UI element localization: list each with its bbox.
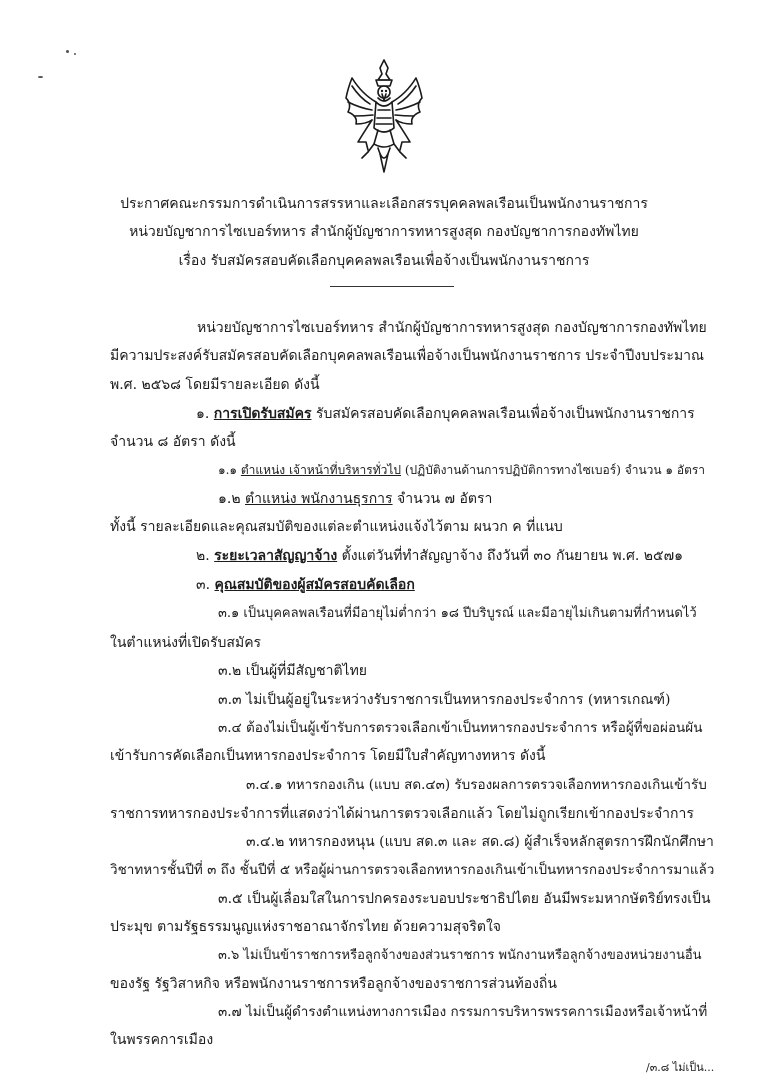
intro-line-2: มีความประสงค์รับสมัครสอบคัดเลือกบุคคลพลเรือนเพื่อจ้างเป็นพนักงานราชการ ประจำปีงบประมาณ [110, 348, 705, 364]
item-3-4-line-2: เข้ารับการคัดเลือกเป็นทหารกองประจำการ โดยมีใบสำคัญทางทหาร ดังนี้ [110, 748, 546, 764]
item-1-2-number: ๑.๒ [218, 491, 241, 507]
item-1-1-text: (ปฏิบัติงานด้านการปฏิบัติการทางไซเบอร์) จำนวน ๑ อัตรา [401, 463, 706, 477]
item-1-1-position: ตำแหน่ง เจ้าหน้าที่บริหารทั่วไป [240, 463, 402, 477]
item-3-7-line-2: ในพรรคการเมือง [110, 1032, 214, 1048]
announcement-title-line-2: หน่วยบัญชาการไซเบอร์ทหาร สำนักผู้บัญชาการทหารสูงสุด กองบัญชาการกองทัพไทย [129, 224, 639, 240]
section-3-title: คุณสมบัติของผู้สมัครสอบคัดเลือก [214, 577, 415, 593]
item-3-4-1-line-1: ๓.๔.๑ ทหารกองเกิน (แบบ สด.๔๓) รับรองผลการตรวจเลือกทหารกองเกินเข้ารับ [246, 777, 707, 793]
item-3-6-line-1: ๓.๖ ไม่เป็นข้าราชการหรือลูกจ้างของส่วนราชการ พนักงานหรือลูกจ้างของหน่วยงานอื่น [218, 948, 702, 963]
item-3-5-line-2: ประมุข ตามรัฐธรรมนูญแห่งราชอาณาจักรไทย ด้วยความสุจริตใจ [110, 919, 501, 935]
scan-speck [66, 50, 69, 53]
section-2-heading [196, 546, 683, 566]
intro-line-1: หน่วยบัญชาการไซเบอร์ทหาร สำนักผู้บัญชาการทหารสูงสุด กองบัญชาการกองทัพไทย [197, 320, 707, 336]
item-3-4-line-1: ๓.๔ ต้องไม่เป็นผู้เข้ารับการตรวจเลือกเข้าเป็นทหารกองประจำการ หรือผู้ที่ขอผ่อนผัน [218, 720, 703, 736]
section-1-text: รับสมัครสอบคัดเลือกบุคคลพลเรือนเพื่อจ้างเป็นพนักงานราชการ [311, 406, 695, 422]
title-divider [330, 286, 454, 287]
announcement-subject: เรื่อง รับสมัครสอบคัดเลือกบุคคลพลเรือนเพื่อจ้างเป็นพนักงานราชการ [178, 253, 590, 269]
item-3-5-line-1: ๓.๕ เป็นผู้เลื่อมใสในการปกครองระบอบประชาธิปไตย อันมีพระมหากษัตริย์ทรงเป็น [218, 891, 711, 907]
item-1-1-number: ๑.๑ [218, 463, 238, 477]
section-2-title: ระยะเวลาสัญญาจ้าง [214, 548, 338, 564]
garuda-emblem-icon [338, 58, 430, 176]
intro-line-3: พ.ศ. ๒๕๖๘ โดยมีรายละเอียด ดังนี้ [110, 377, 320, 393]
item-1-2-position: ตำแหน่ง พนักงานธุรการ [245, 491, 393, 507]
item-1-2-text: จำนวน ๗ อัตรา [392, 491, 493, 507]
item-3-7-line-1: ๓.๗ ไม่เป็นผู้ดำรงตำแหน่งทางการเมือง กรรมการบริหารพรรคการเมืองหรือเจ้าหน้าที่ [218, 1004, 708, 1020]
item-3-4-2-line-1: ๓.๔.๒ ทหารกองหนุน (แบบ สด.๓ และ สด.๘) ผู้สำเร็จหลักสูตรการฝึกนักศึกษา [246, 834, 714, 850]
section-3-heading [196, 575, 415, 595]
section-3-number: ๓. [196, 577, 211, 593]
section-2-number: ๒. [196, 548, 210, 564]
scan-speck [38, 76, 43, 78]
section-1-line-2: จำนวน ๘ อัตรา ดังนี้ [110, 434, 236, 450]
section-1-title: การเปิดรับสมัคร [213, 406, 312, 422]
item-3-4-2-line-2: วิชาทหารชั้นปีที่ ๓ ถึง ชั้นปีที่ ๕ หรือผู้ผ่านการตรวจเลือกทหารกองเกินเข้าเป็นทหารกองประจำการมาแล้ว [110, 862, 715, 878]
section-2-text: ตั้งแต่วันที่ทำสัญญาจ้าง ถึงวันที่ ๓๐ กันยายน พ.ศ. ๒๕๗๑ [337, 548, 684, 564]
section-1-heading [196, 404, 695, 424]
item-3-1-line-1: ๓.๑ เป็นบุคคลพลเรือนที่มีอายุไม่ต่ำกว่า ๑๘ ปีบริบูรณ์ และมีอายุไม่เกินตามที่กำหนดไว้ [218, 606, 697, 621]
item-3-6-line-2: ของรัฐ รัฐวิสาหกิจ หรือพนักงานราชการหรือลูกจ้างของราชการส่วนท้องถิ่น [110, 976, 557, 992]
item-3-1-line-2: ในตำแหน่งที่เปิดรับสมัคร [110, 635, 262, 651]
continuation-note: /๓.๘ ไม่เป็น... [646, 1061, 715, 1074]
announcement-title-line-1: ประกาศคณะกรรมการดำเนินการสรรหาและเลือกสรรบุคคลพลเรือนเป็นพนักงานราชการ [120, 196, 648, 212]
item-1-1 [218, 460, 705, 480]
item-3-2: ๓.๒ เป็นผู้ที่มีสัญชาติไทย [218, 663, 368, 679]
item-3-3: ๓.๓ ไม่เป็นผู้อยู่ในระหว่างรับราชการเป็นทหารกองประจำการ (ทหารเกณฑ์) [218, 692, 671, 708]
scan-speck [74, 53, 76, 55]
section-1-note: ทั้งนี้ รายละเอียดและคุณสมบัติของแต่ละตำแหน่งแจ้งไว้ตาม ผนวก ค ที่แนบ [110, 519, 563, 535]
section-1-number: ๑. [196, 406, 210, 422]
item-1-2 [218, 489, 492, 509]
item-3-4-1-line-2: ราชการทหารกองประจำการที่แสดงว่าได้ผ่านการตรวจเลือกแล้ว โดยไม่ถูกเรียกเข้ากองประจำการ [110, 806, 694, 822]
